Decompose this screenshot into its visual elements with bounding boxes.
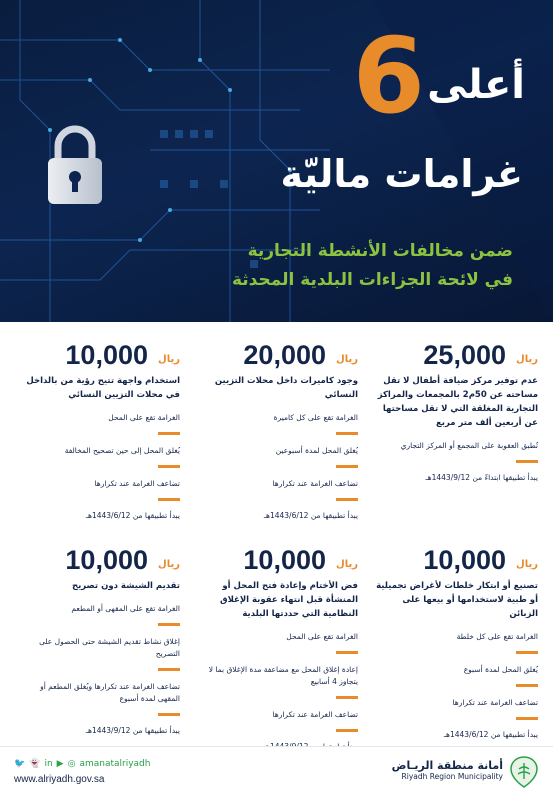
fine-card — [196, 340, 358, 520]
fine-description: تصنيع أو ابتكار خلطات لأغراض تجميلية أو طبية لاستخدامها أو بيعها على الزبائن — [376, 581, 538, 619]
fine-detail: إعادة إغلاق المحل مع مضاعفة مدة الإغلاق بما لا يتجاوز 4 أسابيع — [196, 664, 358, 699]
fine-start-date: يبدأ تطبيقها من 1443/6/12هـ — [85, 511, 180, 520]
fine-detail: تضاعف الغرامة عند تكرارها ويُغلق المطعم أو المقهى لمدة أسبوع — [18, 681, 180, 716]
fine-description: فض الأختام وإعادة فتح المحل أو المنشأة قبل انتهاء عقوبة الإغلاق النظامية التي حددتها البلدية — [219, 581, 358, 619]
fine-detail: يُغلق المحل إلى حين تصحيح المخالفة — [18, 445, 180, 468]
fine-detail: تضاعف الغرامة عند تكرارها — [196, 709, 358, 732]
twitter-icon[interactable]: 🐦 — [14, 759, 26, 769]
headline — [225, 15, 525, 138]
snapchat-icon[interactable]: 👻 — [29, 759, 41, 769]
fine-card — [18, 545, 180, 735]
padlock-icon — [40, 120, 110, 210]
fine-card — [376, 340, 538, 482]
fine-detail: الغرامة تقع على المحل — [196, 631, 358, 654]
headline-fines: غرامات ماليّة — [280, 152, 523, 196]
fine-detail: تضاعف الغرامة عند تكرارها — [196, 478, 358, 501]
currency-label: ريال — [516, 354, 538, 365]
instagram-icon[interactable]: ◎ — [67, 759, 76, 769]
fine-start-date: يبدأ تطبيقها من 1443/6/12هـ — [443, 730, 538, 739]
linkedin-icon[interactable]: in — [44, 759, 53, 769]
fine-description: استخدام واجهة تتيح رؤية من بالداخل في محلات التزيين النسائي — [26, 376, 180, 400]
fine-amount: 25,000 — [423, 340, 506, 370]
fine-detail: تُطبق العقوبة على المجمع أو المركز التجاري — [376, 440, 538, 463]
fine-detail: يُغلق المحل لمدة أسبوعين — [196, 445, 358, 468]
fine-card — [376, 545, 538, 739]
fine-detail: تضاعف الغرامة عند تكرارها — [18, 478, 180, 501]
subtitle-line-2: في لائحة الجزاءات البلدية المحدثة — [231, 270, 513, 290]
footer — [0, 746, 553, 800]
fine-card — [196, 545, 358, 751]
organization-name — [392, 759, 503, 781]
website-link[interactable]: www.alriyadh.gov.sa — [14, 774, 105, 785]
currency-label: ريال — [158, 559, 180, 570]
municipality-emblem-icon — [509, 755, 539, 789]
fine-detail: يُغلق المحل لمدة أسبوع — [376, 664, 538, 687]
fine-description: عدم توفير مركز ضيافة أطفال لا تقل مساحته عن 50م2 بالمجمعات والمراكز التجارية المغلقة التي لا تقل مساحتها عن أربعين ألف متر مربع — [377, 376, 538, 428]
fine-detail: الغرامة تقع على كل خلطة — [376, 631, 538, 654]
social-links — [14, 759, 150, 769]
fine-detail: الغرامة تقع على المقهى أو المطعم — [18, 603, 180, 626]
fine-start-date: يبدأ تطبيقها من 1443/9/12هـ — [85, 726, 180, 735]
fine-detail: الغرامة تقع على كل كاميرة — [196, 412, 358, 435]
fine-amount: 20,000 — [243, 340, 326, 370]
fine-description: تقديم الشيشة دون تصريح — [71, 581, 180, 591]
fine-detail: الغرامة تقع على المحل — [18, 412, 180, 435]
fine-card — [18, 340, 180, 520]
fine-amount: 10,000 — [423, 545, 506, 575]
currency-label: ريال — [516, 559, 538, 570]
organization-name-ar: أمانة منطقة الريـاض — [391, 759, 503, 772]
youtube-icon[interactable]: ▶ — [56, 759, 64, 769]
fine-description: وجود كاميرات داخل محلات التزيين النسائي — [214, 376, 358, 400]
fine-amount: 10,000 — [243, 545, 326, 575]
currency-label: ريال — [336, 559, 358, 570]
fine-amount: 10,000 — [65, 340, 148, 370]
headline-number: 6 — [352, 15, 425, 137]
fine-detail: إغلاق نشاط تقديم الشيشة حتى الحصول على التصريح — [18, 636, 180, 671]
hero-banner — [0, 0, 553, 322]
fine-start-date: يبدأ تطبيقها من 1443/6/12هـ — [263, 511, 358, 520]
headline-prefix: أعلى — [427, 62, 525, 108]
organization-name-en: Riyadh Region Municipality — [401, 772, 503, 781]
fine-detail: تضاعف الغرامة عند تكرارها — [376, 697, 538, 720]
subtitle-line-1: ضمن مخالفات الأنشطة التجارية — [247, 241, 513, 261]
currency-label: ريال — [158, 354, 180, 365]
fine-amount: 10,000 — [65, 545, 148, 575]
fine-start-date: يبدأ تطبيقها ابتداءً من 1443/9/12هـ — [425, 473, 538, 482]
social-handle[interactable]: amanatalriyadh — [79, 759, 151, 769]
currency-label: ريال — [336, 354, 358, 365]
